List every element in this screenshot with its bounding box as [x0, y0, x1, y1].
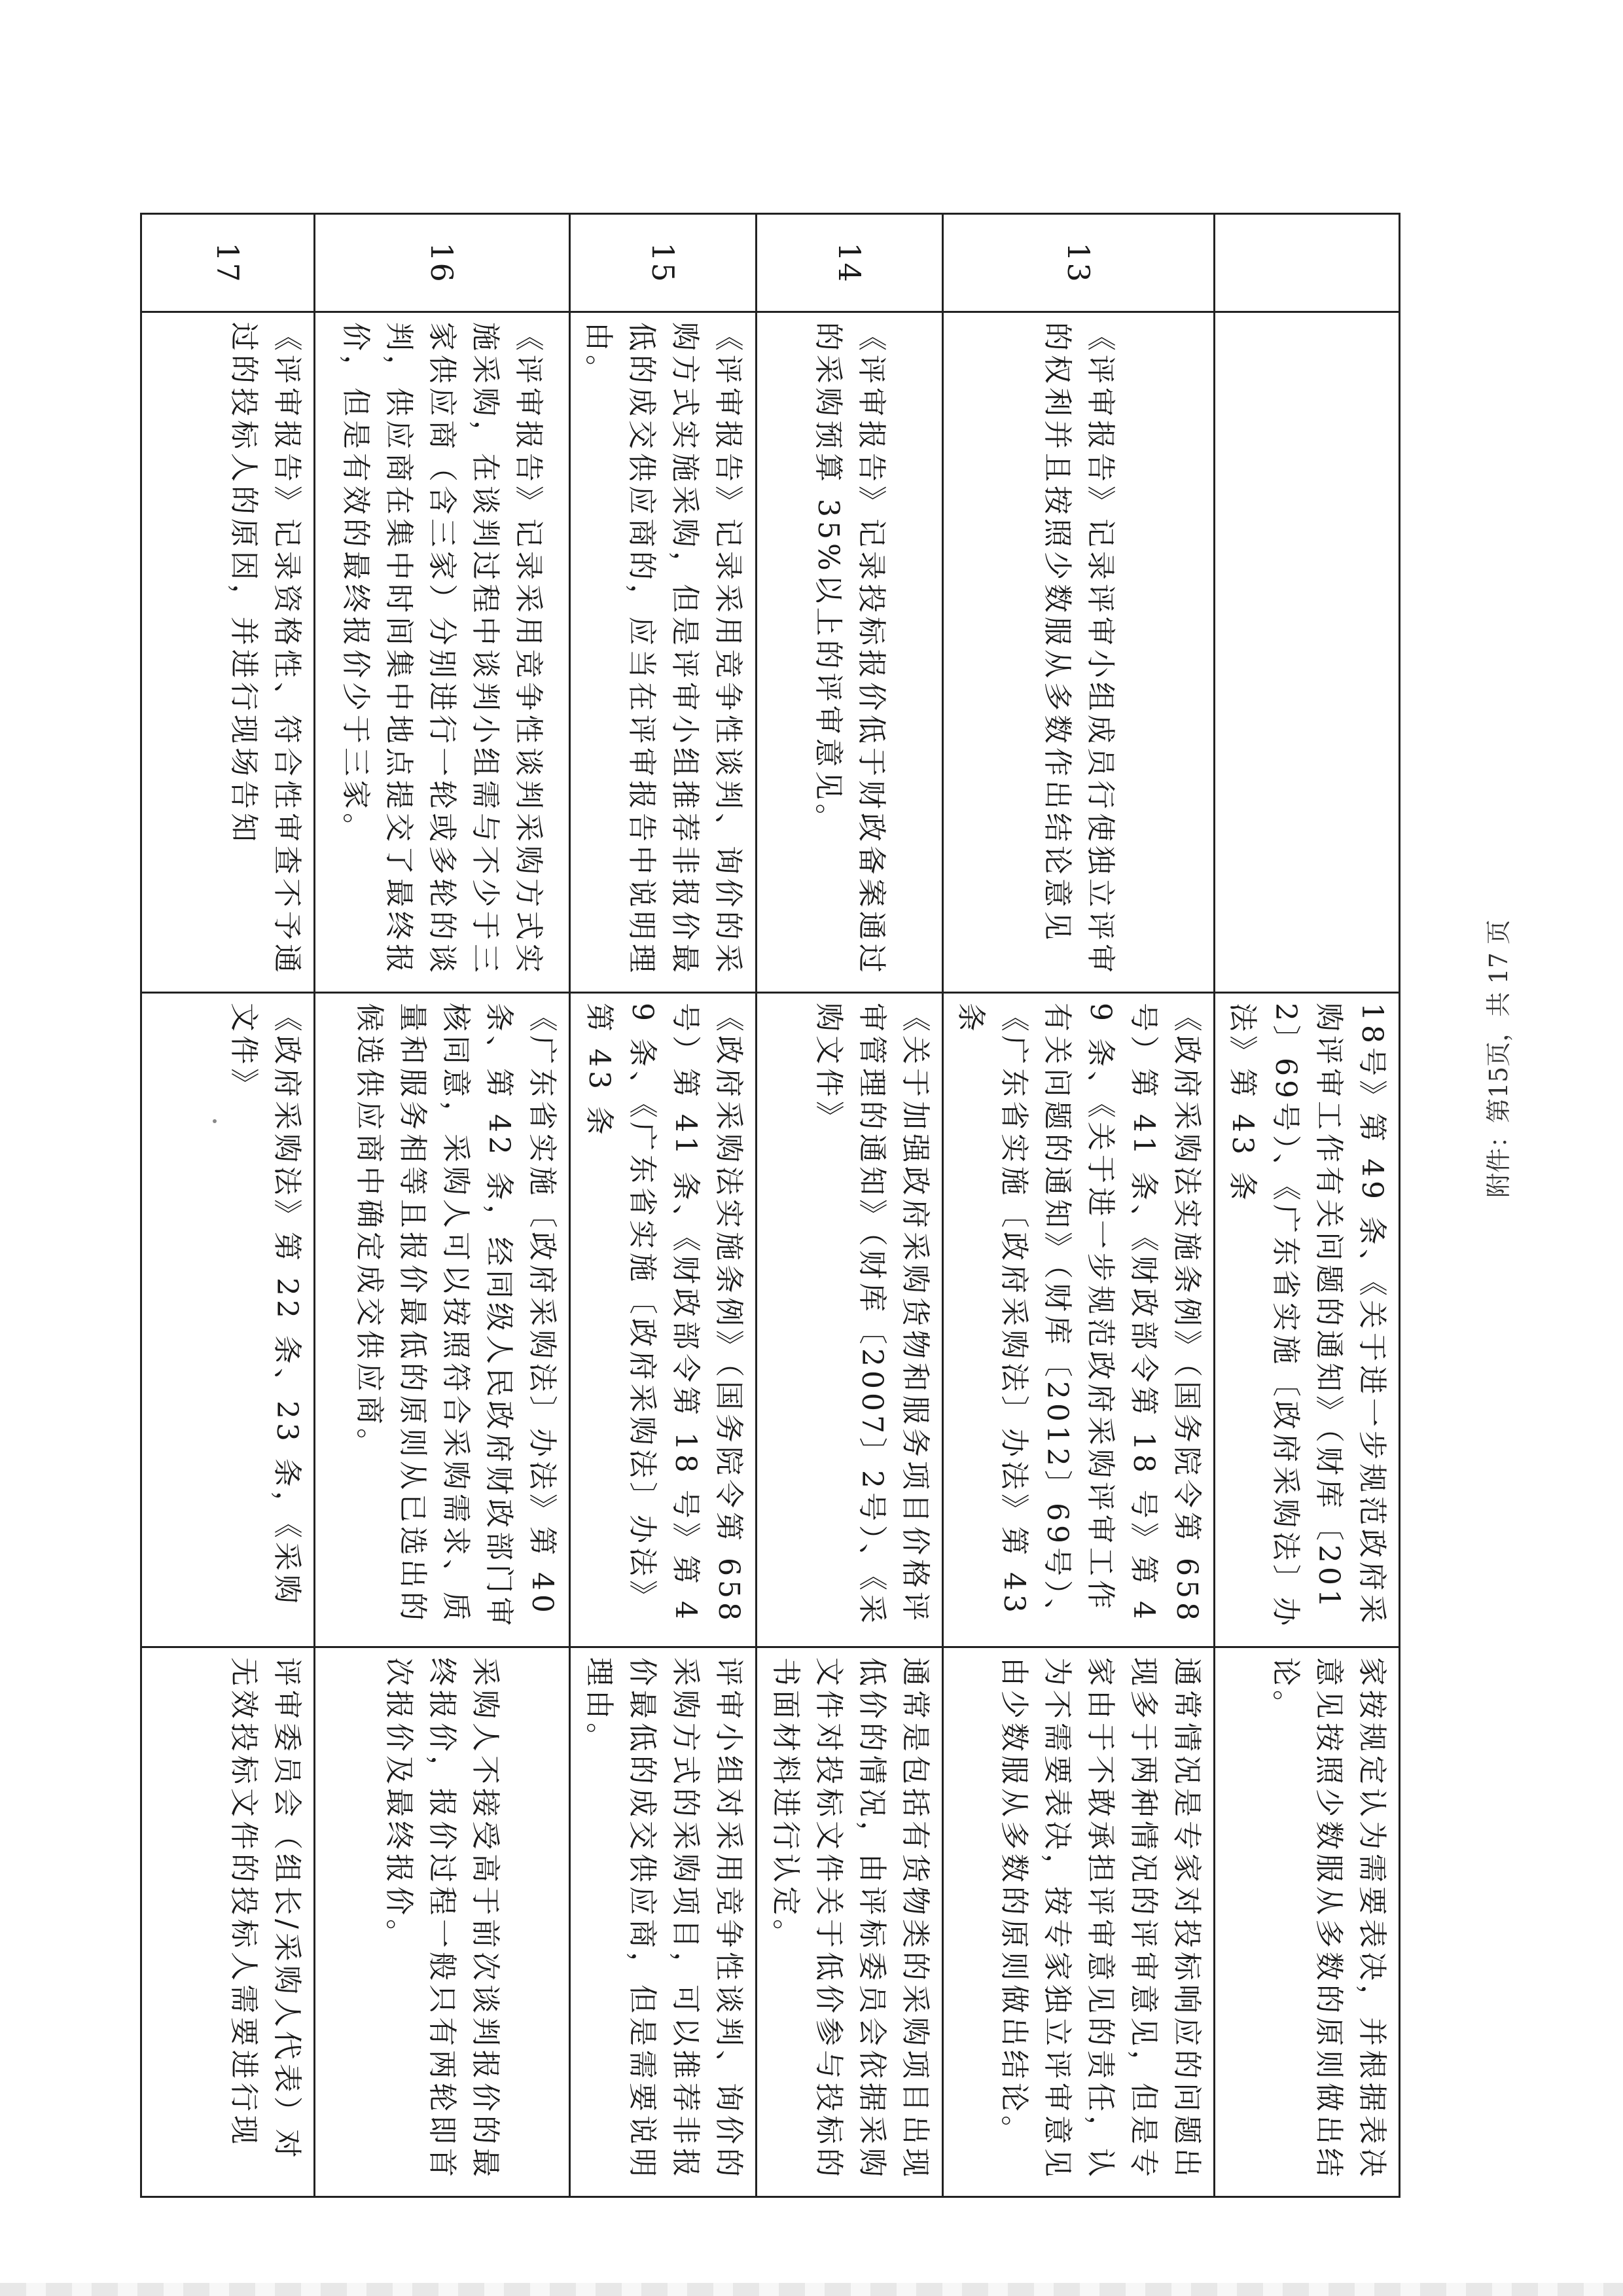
note-cell: 评审委员会（组长/采购人代表）对无效投标文件的投标人需要进行现 — [141, 1647, 315, 2197]
page-footer — [1400, 295, 1623, 1198]
basis-cell: 《广东省实施〔政府采购法〕办法》第 40 条、第 42 条，经同级人民政府财政部门审核同意，采购人可以按照符合采购需求、质量和服务相等且报价最低的原则从已选出的候选供应商中确定成交供应商。 — [315, 993, 570, 1647]
table-row — [1215, 214, 1400, 2197]
row-number: 13 — [943, 214, 1215, 312]
row-number: 16 — [315, 214, 570, 312]
requirement-cell: 《评审报告》记录采用竞争性谈判采购方式实施采购，在谈判过程中谈判小组需与不少于三家供应商（含三家）分别进行一轮或多轮的谈判，供应商在集中时间集中地点提交了最终报价，但是有效的最终报价少于三家。 — [315, 312, 570, 993]
page-number-label: 附件：第15页，共 17 页 — [1484, 920, 1513, 1198]
requirement-cell: 《评审报告》记录资格性、符合性审查不予通过的投标人的原因，并进行现场告知 — [141, 312, 315, 993]
requirement-cell: 《评审报告》记录评审小组成员行使独立评审的权利并且按照少数服从多数作出结论意见 — [943, 312, 1215, 993]
audit-items-table — [210, 213, 1400, 2196]
row-number — [1215, 214, 1400, 312]
basis-cell: 《政府采购法实施条例》（国务院令第 658 号）第 41 条、《财政部令第 18 号》第 49 条、《关于进一步规范政府采购评审工作有关问题的通知》（财库〔2012〕69号）、《广东省实施〔政府采购法〕办法》第 43 条 — [943, 993, 1215, 1647]
row-number: 15 — [570, 214, 757, 312]
row-number: 14 — [757, 214, 943, 312]
note-cell: 家按规定认为需要表决，并根据表决意见按照少数服从多数的原则做出结论。 — [1215, 1647, 1400, 2197]
note-cell: 采购人不接受高于前次谈判报价的最终报价，报价过程一般只有两轮即首次报价及最终报价。 — [315, 1647, 570, 2197]
table-row — [757, 214, 943, 2197]
basis-cell: 18号》第 49 条、《关于进一步规范政府采购评审工作有关问题的通知》（财库〔2012〕69号）、《广东省实施〔政府采购法〕办法》第 43 条 — [1215, 993, 1400, 1647]
audit-table — [140, 213, 1400, 2198]
note-cell: 通常情况是专家对投标响应的问题出现多于两种情况的评审意见，但是专家由于不敢承担评审意见的责任，认为不需要表决，按专家独立评审意见由少数服从多数的原则做出结论。 — [943, 1647, 1215, 2197]
table-row — [141, 214, 315, 2197]
basis-cell: 《政府采购法实施条例》（国务院令第 658 号）第 41 条、《财政部令第 18 号》第 49 条、《广东省实施〔政府采购法〕办法》第 43 条 — [570, 993, 757, 1647]
requirement-cell: 《评审报告》记录投标报价低于财政备案通过的采购预算 35%以上的评审意见。 — [757, 312, 943, 993]
note-cell: 通常是包括有货物类的采购项目出现低价的情况，由评标委员会依据采购文件对投标文件关于低价参与投标的书面材料进行认定。 — [757, 1647, 943, 2197]
table-row — [943, 214, 1215, 2197]
basis-cell: 《关于加强政府采购货物和服务项目价格评审管理的通知》（财库〔2007〕2号）、《采购文件》 — [757, 993, 943, 1647]
table-row — [315, 214, 570, 2197]
basis-cell: 《政府采购法》第 22 条、23 条，《采购文件》 — [141, 993, 315, 1647]
requirement-cell: 《评审报告》记录采用竞争性谈判、询价的采购方式实施采购，但是评审小组推荐非报价最低的成交供应商的，应当在评审报告中说明理由。 — [570, 312, 757, 993]
requirement-cell — [1215, 312, 1400, 993]
scan-edge-strip — [0, 2283, 1623, 2296]
table-row — [570, 214, 757, 2197]
note-cell: 评审小组对采用竞争性谈判、询价的采购方式的采购项目，可以推荐非报价最低的成交供应商，但是需要说明理由。 — [570, 1647, 757, 2197]
row-number: 17 — [141, 214, 315, 312]
